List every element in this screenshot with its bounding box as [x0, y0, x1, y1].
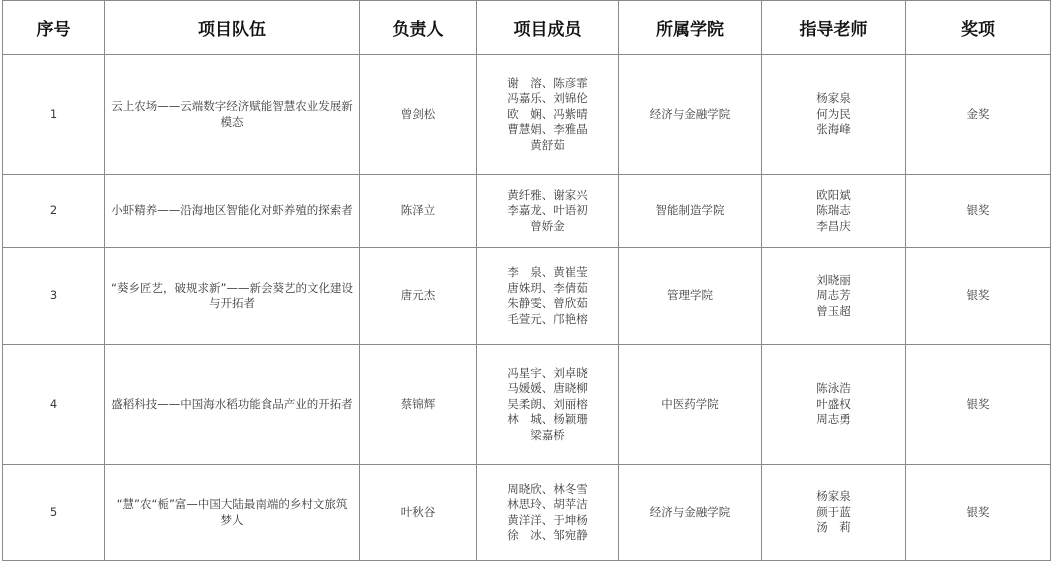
cell-number: 2 — [3, 175, 105, 248]
advisor-name: 刘晓丽 — [816, 272, 851, 287]
advisor-name: 何为民 — [816, 106, 851, 121]
cell-number: 5 — [3, 465, 105, 561]
cell-team: 盛稻科技——中国海水稻功能食品产业的开拓者 — [105, 345, 360, 465]
cell-team: “葵乡匠艺，破规求新”——新会葵艺的文化建设与开拓者 — [105, 248, 360, 345]
cell-leader: 陈泽立 — [360, 175, 477, 248]
cell-college: 智能制造学院 — [619, 175, 762, 248]
cell-members — [477, 55, 619, 175]
cell-college: 中医药学院 — [619, 345, 762, 465]
cell-award: 银奖 — [906, 248, 1051, 345]
member-line: 毛萱元、邝艳榕 — [507, 311, 588, 326]
advisor-name: 陈泳浩 — [816, 381, 851, 396]
advisor-name: 杨家泉 — [816, 489, 851, 504]
member-line: 马媛媛、唐晓柳 — [507, 381, 588, 396]
table-row — [3, 55, 1051, 175]
table-row — [3, 345, 1051, 465]
cell-members — [477, 248, 619, 345]
advisor-name: 欧阳斌 — [816, 187, 851, 202]
header-college: 所属学院 — [619, 1, 762, 55]
header-members: 项目成员 — [477, 1, 619, 55]
member-line: 欧 娴、冯紫晴 — [507, 106, 588, 121]
cell-college: 经济与金融学院 — [619, 55, 762, 175]
advisor-name: 曾玉超 — [816, 303, 851, 318]
member-line: 朱静雯、曾欣茹 — [507, 296, 588, 310]
member-line: 黄舒茹 — [530, 137, 565, 152]
advisor-name: 陈瑞志 — [816, 203, 851, 218]
member-line: 曾娇金 — [530, 218, 565, 233]
header-advisors: 指导老师 — [762, 1, 906, 55]
advisor-name: 汤 莉 — [816, 520, 851, 535]
cell-team: “慧”农“栀”富—中国大陆最南端的乡村文旅筑梦人 — [105, 465, 360, 561]
member-line: 周晓欣、林冬雪 — [507, 481, 588, 496]
member-line: 徐 冰、邹宛静 — [507, 528, 588, 542]
cell-award: 银奖 — [906, 465, 1051, 561]
member-line: 唐姝玥、李倩茹 — [507, 280, 588, 295]
member-line: 黄洋洋、于坤杨 — [507, 512, 588, 527]
table-row — [3, 248, 1051, 345]
member-line: 李 泉、黄崔莹 — [507, 265, 588, 279]
cell-team: 云上农场——云端数字经济赋能智慧农业发展新模态 — [105, 55, 360, 175]
member-line: 吴柔朗、刘丽榕 — [507, 396, 588, 411]
cell-advisors — [762, 248, 906, 345]
table-header — [3, 1, 1051, 55]
cell-members — [477, 465, 619, 561]
awards-table — [2, 0, 1051, 561]
advisor-name: 李昌庆 — [816, 218, 851, 233]
member-line: 黄纤雅、谢家兴 — [507, 187, 588, 202]
table-row — [3, 175, 1051, 248]
member-line: 冯嘉乐、刘锦伦 — [507, 91, 588, 106]
cell-number: 3 — [3, 248, 105, 345]
advisor-name: 颜于蓝 — [816, 504, 851, 519]
table-body — [3, 55, 1051, 561]
cell-leader: 唐元杰 — [360, 248, 477, 345]
cell-college: 经济与金融学院 — [619, 465, 762, 561]
header-number: 序号 — [3, 1, 105, 55]
table-row — [3, 465, 1051, 561]
member-line: 李嘉龙、叶语初 — [507, 203, 588, 218]
cell-number: 4 — [3, 345, 105, 465]
member-line: 曹慧娟、李雅晶 — [507, 122, 588, 137]
advisor-name: 叶盛权 — [816, 396, 851, 411]
cell-members — [477, 345, 619, 465]
cell-members — [477, 175, 619, 248]
advisor-name: 周志勇 — [816, 412, 851, 427]
member-line: 林 城、杨颖珊 — [507, 412, 588, 427]
member-line: 林思玲、胡苹洁 — [507, 497, 588, 511]
header-row — [3, 1, 1051, 55]
member-line: 冯星宇、刘卓晓 — [507, 365, 588, 380]
advisor-name: 周志芳 — [816, 288, 851, 303]
cell-leader: 曾剑松 — [360, 55, 477, 175]
cell-college: 管理学院 — [619, 248, 762, 345]
member-line: 梁嘉桥 — [530, 427, 565, 442]
cell-advisors — [762, 55, 906, 175]
cell-award: 金奖 — [906, 55, 1051, 175]
cell-team: 小虾精养——沿海地区智能化对虾养殖的探索者 — [105, 175, 360, 248]
cell-award: 银奖 — [906, 175, 1051, 248]
header-leader: 负责人 — [360, 1, 477, 55]
cell-leader: 蔡锦辉 — [360, 345, 477, 465]
advisor-name: 张海峰 — [816, 122, 851, 137]
cell-leader: 叶秋谷 — [360, 465, 477, 561]
cell-advisors — [762, 345, 906, 465]
cell-advisors — [762, 465, 906, 561]
cell-award: 银奖 — [906, 345, 1051, 465]
member-line: 谢 溶、陈彦霏 — [507, 75, 588, 90]
header-award: 奖项 — [906, 1, 1051, 55]
cell-number: 1 — [3, 55, 105, 175]
advisor-name: 杨家泉 — [816, 91, 851, 106]
cell-advisors — [762, 175, 906, 248]
header-team: 项目队伍 — [105, 1, 360, 55]
